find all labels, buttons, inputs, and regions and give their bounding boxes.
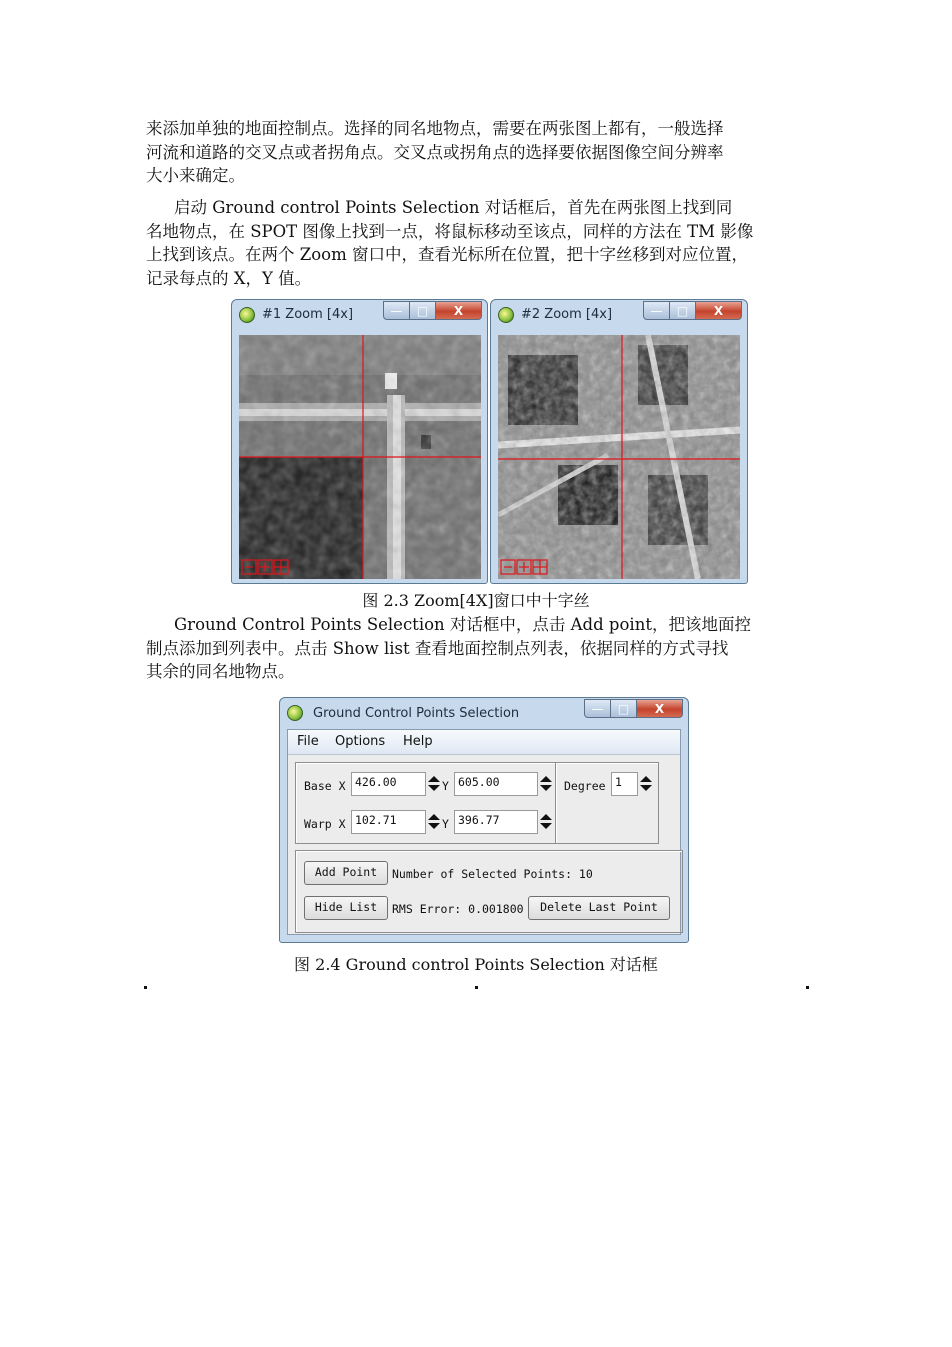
menu-bar [288, 730, 680, 755]
paragraph-1 [146, 117, 810, 188]
base-x-label: Base X [304, 779, 346, 793]
menu-options[interactable]: Options [335, 734, 386, 749]
zoom-image-2-graphic [498, 335, 740, 579]
degree-label: Degree [564, 779, 606, 793]
minimize-button[interactable]: — [643, 301, 670, 320]
page-dot [806, 986, 809, 989]
text-line: Ground Control Points Selection 对话框中，点击 Add point，把该地面控 [174, 615, 751, 634]
warp-y-label: Y [442, 817, 449, 831]
figure-caption-2-3: 图 2.3 Zoom[4X]窗口中十字丝 [362, 591, 590, 610]
title-bar[interactable] [491, 300, 747, 330]
window-controls [643, 301, 742, 320]
dialog-title: Ground Control Points Selection [313, 706, 520, 721]
base-y-field[interactable]: 605.00 [454, 772, 538, 796]
warp-x-field[interactable]: 102.71 [351, 810, 426, 834]
base-x-field[interactable]: 426.00 [351, 772, 426, 796]
window-title: #1 Zoom [4x] [262, 307, 354, 322]
window-controls [383, 301, 482, 320]
degree-group [555, 762, 659, 844]
delete-last-point-button[interactable]: Delete Last Point [528, 896, 670, 920]
selected-points-count: Number of Selected Points: 10 [392, 867, 593, 881]
zoom-image-1-graphic [239, 335, 481, 579]
envi-globe-icon [239, 307, 255, 323]
zoom-image-2[interactable] [498, 335, 740, 579]
page-dot [475, 986, 478, 989]
base-y-label: Y [442, 779, 449, 793]
title-bar[interactable] [280, 698, 688, 728]
title-bar[interactable] [232, 300, 487, 330]
gcp-selection-dialog[interactable] [279, 697, 689, 943]
text-line: 名地物点，在 SPOT 图像上找到一点，将鼠标移动至该点，同样的方法在 TM 影像 [146, 221, 754, 241]
maximize-button[interactable]: □ [670, 301, 696, 320]
menu-file[interactable]: File [297, 734, 319, 749]
warp-x-spinner[interactable] [427, 810, 440, 834]
base-y-spinner[interactable] [539, 772, 552, 796]
envi-globe-icon [287, 705, 303, 721]
minimize-button[interactable]: — [383, 301, 410, 320]
degree-spinner[interactable] [639, 772, 652, 796]
window-title: #2 Zoom [4x] [521, 307, 613, 322]
text-line: 制点添加到列表中。点击 Show list 查看地面控制点列表，依据同样的方式寻找 [146, 638, 729, 658]
close-button[interactable]: X [696, 301, 742, 320]
hide-list-button[interactable]: Hide List [304, 896, 388, 920]
text-line: 来添加单独的地面控制点。选择的同名地物点，需要在两张图上都有，一般选择 [146, 119, 724, 138]
paragraph-2 [146, 196, 810, 290]
zoom-image-1[interactable] [239, 335, 481, 579]
page-dot [144, 986, 147, 989]
warp-y-spinner[interactable] [539, 810, 552, 834]
zoom-window-2[interactable] [490, 299, 748, 584]
close-button[interactable]: X [436, 301, 482, 320]
minimize-button[interactable]: — [584, 699, 611, 718]
rms-error: RMS Error: 0.001800 [392, 902, 524, 916]
text-line: 其余的同名地物点。 [146, 662, 295, 681]
degree-field[interactable]: 1 [611, 772, 638, 796]
text-line: 大小来确定。 [146, 166, 245, 185]
text-line: 启动 Ground control Points Selection 对话框后，首先在两张图上找到同 [174, 198, 733, 217]
add-point-button[interactable]: Add Point [304, 861, 388, 885]
close-button[interactable]: X [637, 699, 683, 718]
points-group [295, 850, 683, 933]
menu-help[interactable]: Help [403, 734, 433, 749]
coordinates-group [295, 762, 557, 844]
text-line: 河流和道路的交叉点或者拐角点。交叉点或拐角点的选择要依据图像空间分辨率 [146, 142, 724, 162]
text-line: 上找到该点。在两个 Zoom 窗口中，查看光标所在位置，把十字丝移到对应位置， [146, 245, 748, 264]
window-controls [584, 699, 683, 718]
figure-caption-2-4: 图 2.4 Ground control Points Selection 对话框 [294, 955, 658, 974]
base-x-spinner[interactable] [427, 772, 440, 796]
zoom-window-1[interactable] [231, 299, 488, 584]
maximize-button[interactable]: □ [410, 301, 436, 320]
maximize-button[interactable]: □ [611, 699, 637, 718]
warp-x-label: Warp X [304, 817, 346, 831]
paragraph-3 [146, 613, 810, 684]
envi-globe-icon [498, 307, 514, 323]
dialog-body [287, 729, 681, 935]
text-line: 记录每点的 X，Y 值。 [146, 268, 312, 288]
warp-y-field[interactable]: 396.77 [454, 810, 538, 834]
